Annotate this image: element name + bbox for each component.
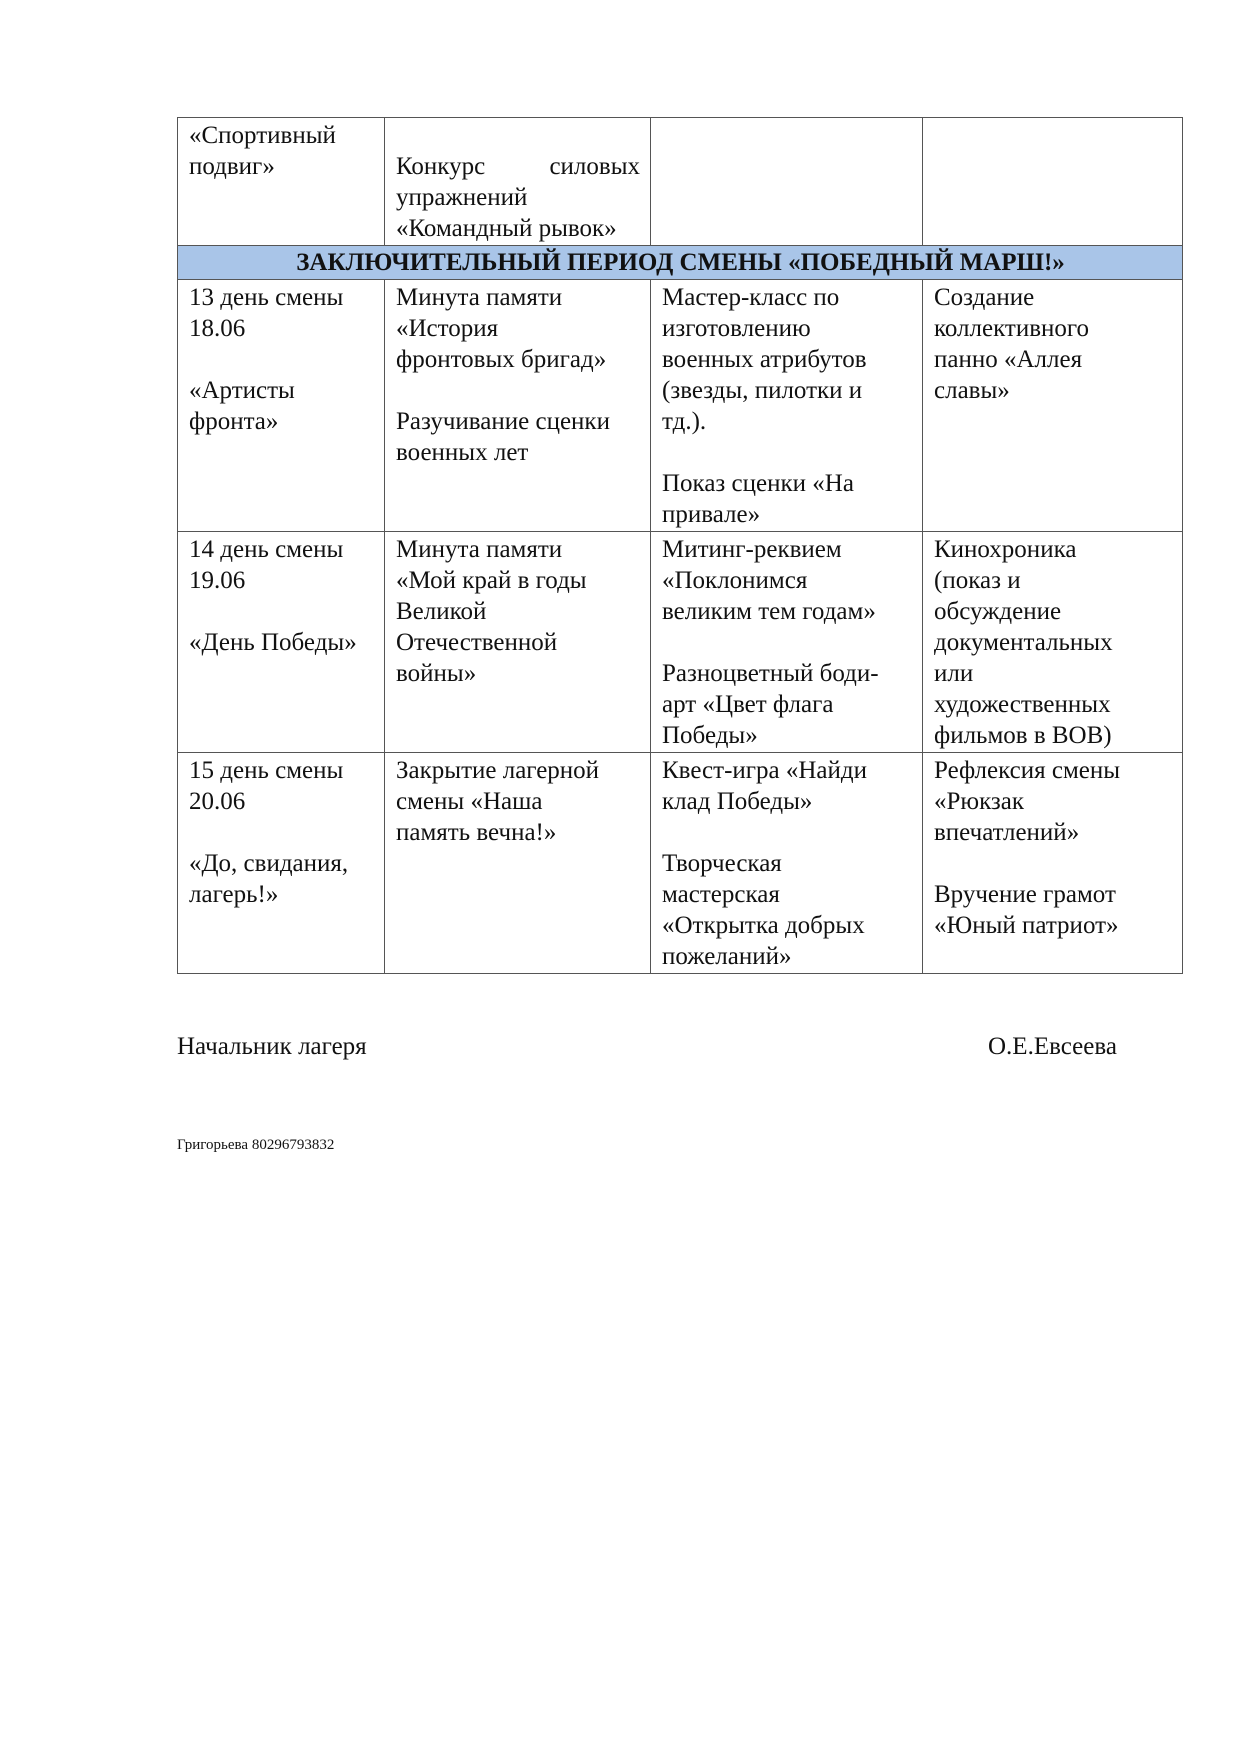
activity-text: Закрытие лагерной смены «Наша память вечна!» bbox=[396, 757, 600, 846]
signer-name: О.Е.Евсеева bbox=[988, 1033, 1117, 1060]
day-number: 14 день смены 19.06 bbox=[189, 536, 344, 594]
activity-text: Минута памяти «История фронтовых бригад» bbox=[396, 284, 607, 373]
section-header-row bbox=[178, 246, 1183, 280]
activity-cell bbox=[385, 280, 651, 532]
day-number: 15 день смены 20.06 bbox=[189, 757, 344, 815]
activity-text: Митинг-реквием «Поклонимся великим тем годам» bbox=[662, 536, 876, 625]
activity-text: Рефлексия смены «Рюкзак впечатлений» bbox=[934, 757, 1121, 846]
table-row bbox=[178, 118, 1183, 246]
activity-cell bbox=[385, 753, 651, 974]
schedule-table bbox=[177, 117, 1183, 974]
activity-text: Создание коллективного панно «Аллея славы» bbox=[934, 284, 1090, 404]
day-theme: «День Победы» bbox=[189, 629, 357, 656]
activity-text: Вручение грамот «Юный патриот» bbox=[934, 881, 1119, 939]
contact-line: Григорьева 80296793832 bbox=[177, 1137, 335, 1153]
activity-text: Творческая мастерская «Открытка добрых пожеланий» bbox=[662, 850, 865, 970]
activity-text: Показ сценки «На привале» bbox=[662, 470, 854, 528]
day-theme: «До, свидания, лагерь!» bbox=[189, 850, 349, 908]
table-row bbox=[178, 532, 1183, 753]
day-cell bbox=[178, 118, 385, 246]
activity-text: Кинохроника (показ и обсуждение документальных или художественных фильмов в ВОВ) bbox=[934, 536, 1113, 749]
table-row bbox=[178, 753, 1183, 974]
day-cell bbox=[178, 532, 385, 753]
activity-cell bbox=[651, 118, 923, 246]
activity-text: Конкурс силовых упражнений «Командный рывок» bbox=[396, 153, 640, 242]
day-theme-line: «Спортивный bbox=[189, 122, 336, 149]
activity-text: Разучивание сценки военных лет bbox=[396, 408, 610, 466]
day-cell bbox=[178, 280, 385, 532]
table-row bbox=[178, 280, 1183, 532]
day-theme: «Артисты фронта» bbox=[189, 377, 295, 435]
day-theme-line: подвиг» bbox=[189, 153, 275, 180]
activity-text: Разноцветный боди- арт «Цвет флага Победы» bbox=[662, 660, 879, 749]
activity-cell bbox=[923, 753, 1183, 974]
activity-text: Квест-игра «Найди клад Победы» bbox=[662, 757, 868, 815]
activity-cell bbox=[923, 118, 1183, 246]
activity-cell bbox=[923, 532, 1183, 753]
day-cell bbox=[178, 753, 385, 974]
section-header: ЗАКЛЮЧИТЕЛЬНЫЙ ПЕРИОД СМЕНЫ «ПОБЕДНЫЙ МАРШ!» bbox=[178, 246, 1183, 280]
day-number: 13 день смены 18.06 bbox=[189, 284, 344, 342]
activity-cell bbox=[923, 280, 1183, 532]
activity-cell bbox=[651, 753, 923, 974]
activity-cell bbox=[385, 118, 651, 246]
activity-text: Минута памяти «Мой край в годы Великой Отечественной войны» bbox=[396, 536, 587, 687]
activity-text: Мастер-класс по изготовлению военных атрибутов (звезды, пилотки и тд.). bbox=[662, 284, 867, 435]
activity-cell bbox=[651, 532, 923, 753]
activity-cell bbox=[651, 280, 923, 532]
activity-cell bbox=[385, 532, 651, 753]
signer-title: Начальник лагеря bbox=[177, 1033, 367, 1060]
